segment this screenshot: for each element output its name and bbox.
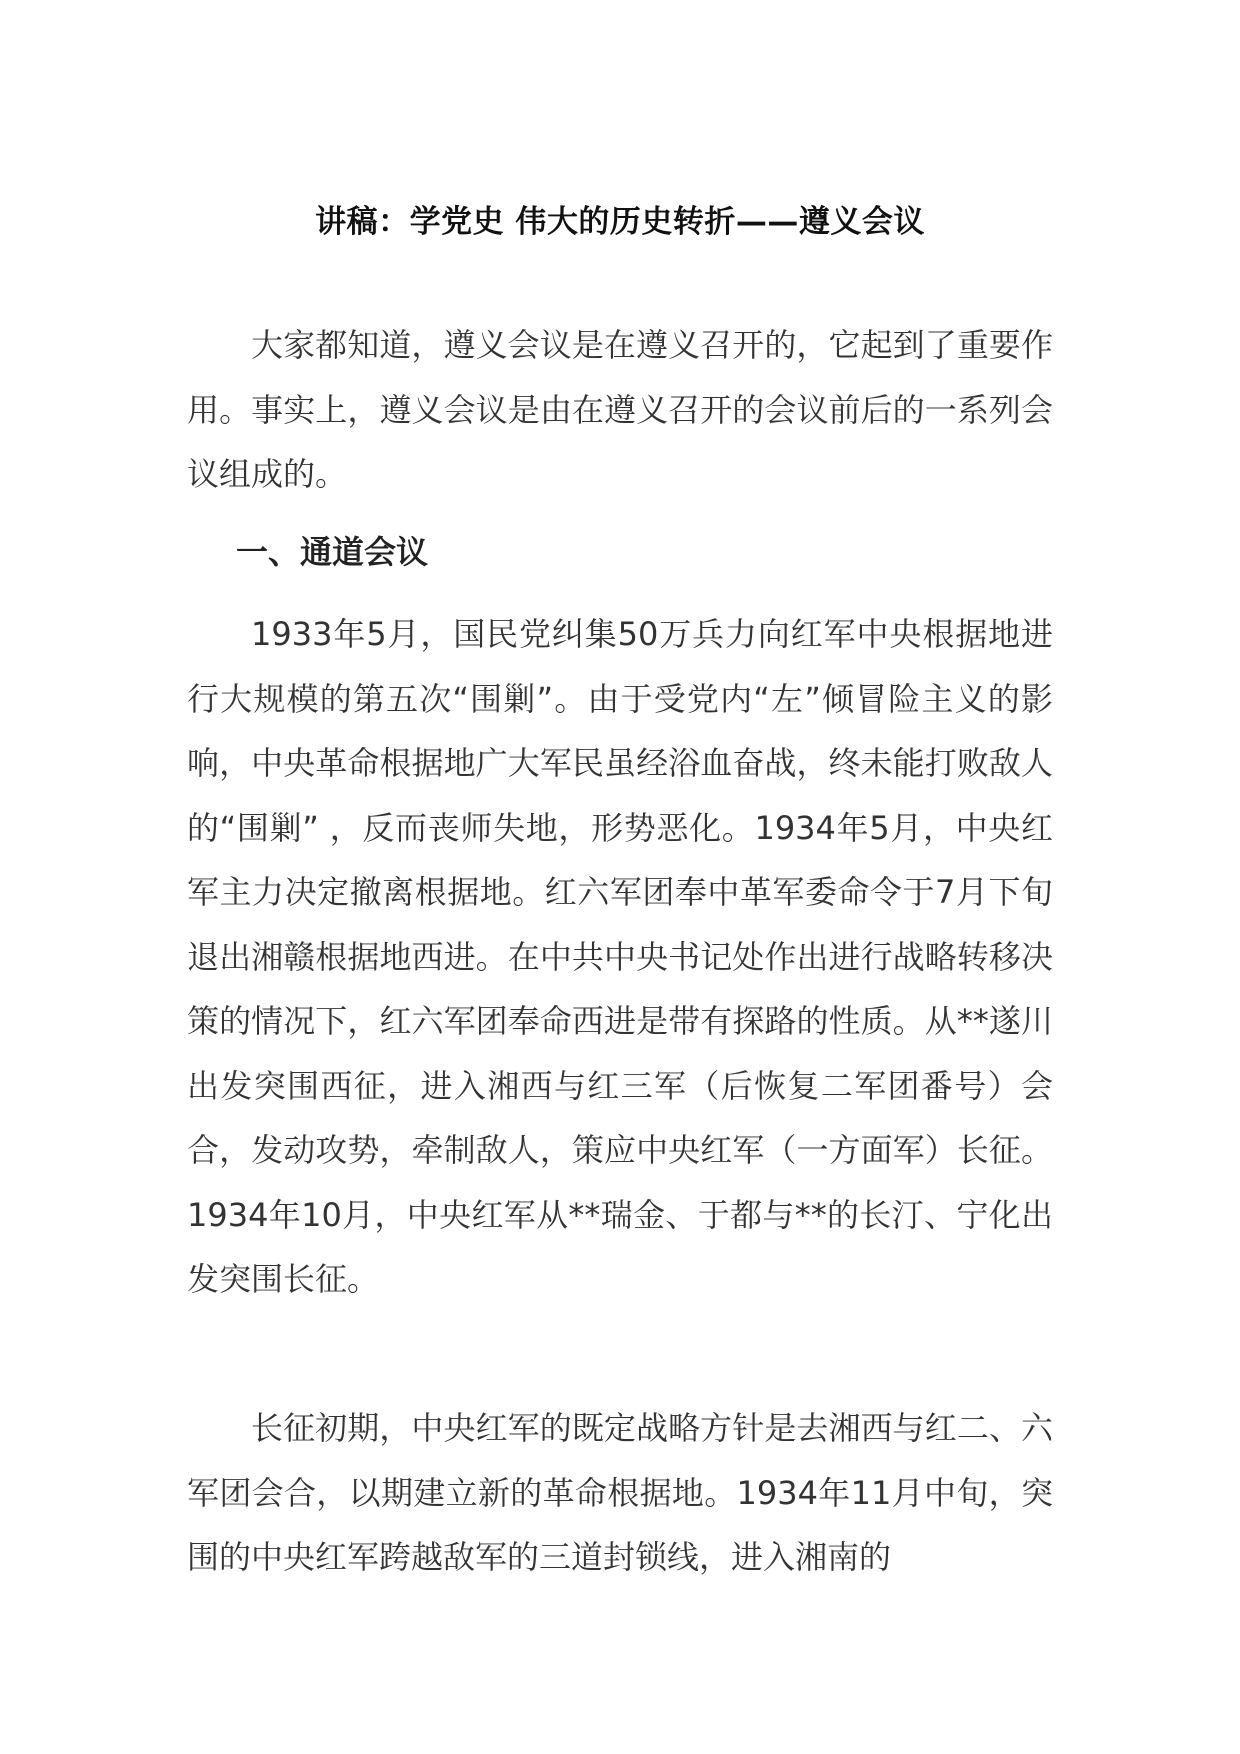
intro-paragraph: 大家都知道，遵义会议是在遵义召开的，它起到了重要作用。事实上，遵义会议是由在遵义召开的会议前后的一系列会议组成的。 (187, 326, 1053, 493)
body-paragraph-1: 1933年5月，国民党纠集50万兵力向红军中央根据地进行大规模的第五次“围剿”。由于受党内“左”倾冒险主义的影响，中央革命根据地广大军民虽经浴血奋战，终未能打败敌人的“围剿” ，反而丧师失地，形势恶化。1934年5月，中央红军主力决定撤离根据地。红六军团奉中革军委命令于7月下旬退出湘赣根据地西进。在中共中央书记处作出进行战略转移决策的情况下，红六军团奉命西进是带有探路的性质。从**遂川出发突围西征，进入湘西与红三军（后恢复二军团番号）会合，发动攻势，牵制敌人，策应中央红军（一方面军）长征。1934年10月，中央红军从**瑞金、于都与**的长汀、宁化出发突围长征。 (187, 615, 1053, 1298)
body-paragraph-2: 长征初期，中央红军的既定战略方针是去湘西与红二、六军团会合，以期建立新的革命根据地。1934年11月中旬，突围的中央红军跨越敌军的三道封锁线，进入湘南的 (187, 1409, 1053, 1576)
document-title: 讲稿：学党史 伟大的历史转折——遵义会议 (315, 204, 925, 240)
section-heading: 一、通道会议 (236, 533, 429, 571)
